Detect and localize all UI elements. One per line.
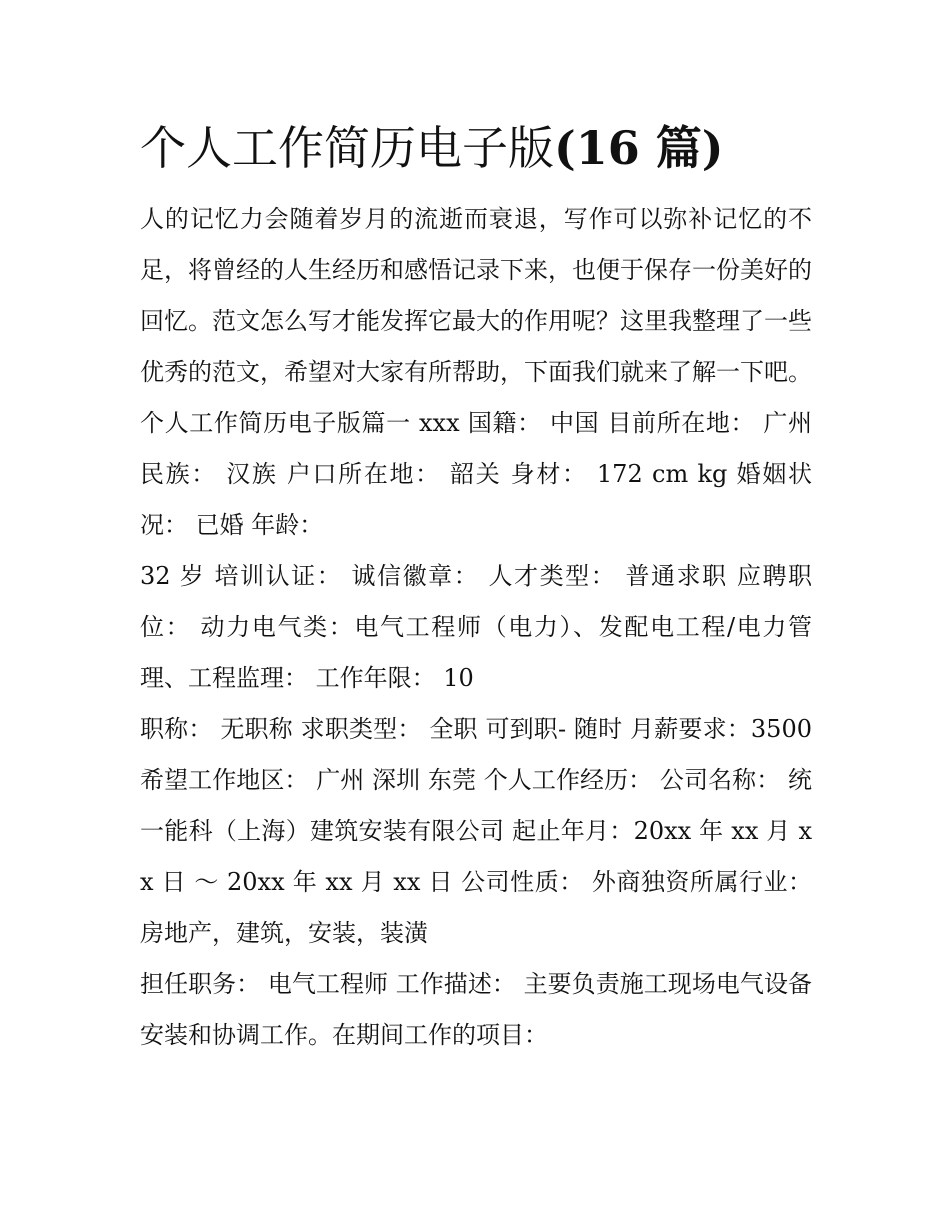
document-title (140, 112, 812, 184)
paragraph-intro: 人的记忆力会随着岁月的流逝而衰退，写作可以弥补记忆的不足，将曾经的人生经历和感悟记录下来，也便于保存一份美好的回忆。范文怎么写才能发挥它最大的作用呢？这里我整理了一些优秀的范文，希望对大家有所帮助，下面我们就来了解一下吧。 (140, 205, 812, 386)
title-suffix: (16 篇) (554, 121, 724, 175)
paragraph-basic-info: 个人工作简历电子版篇一 xxx 国籍： 中国 目前所在地： 广州 民族： 汉族 户口所在地： 韶关 身材： 172 cm kg 婚姻状况： 已婚 年龄： (140, 409, 812, 539)
title-main: 个人工作简历电子版 (140, 121, 554, 175)
paragraph-duties: 担任职务： 电气工程师 工作描述： 主要负责施工现场电气设备安装和协调工作。在期间工作的项目： (140, 970, 812, 1049)
paragraph-job-preferences: 职称： 无职称 求职类型： 全职 可到职- 随时 月薪要求：3500 希望工作地区： 广州 深圳 东莞 个人工作经历： 公司名称： 统一能科（上海）建筑安装有限公司 起止年月：20xx 年 xx 月 xx 日 ～ 20xx 年 xx 月 xx 日 公司性质： 外商独资所属行业：房地产，建筑，安装，装潢 (140, 715, 812, 947)
document-page (140, 112, 812, 1061)
paragraph-position-info: 32 岁 培训认证： 诚信徽章： 人才类型： 普通求职 应聘职位： 动力电气类：电气工程师（电力）、发配电工程/电力管理、工程监理： 工作年限： 10 (140, 562, 812, 692)
